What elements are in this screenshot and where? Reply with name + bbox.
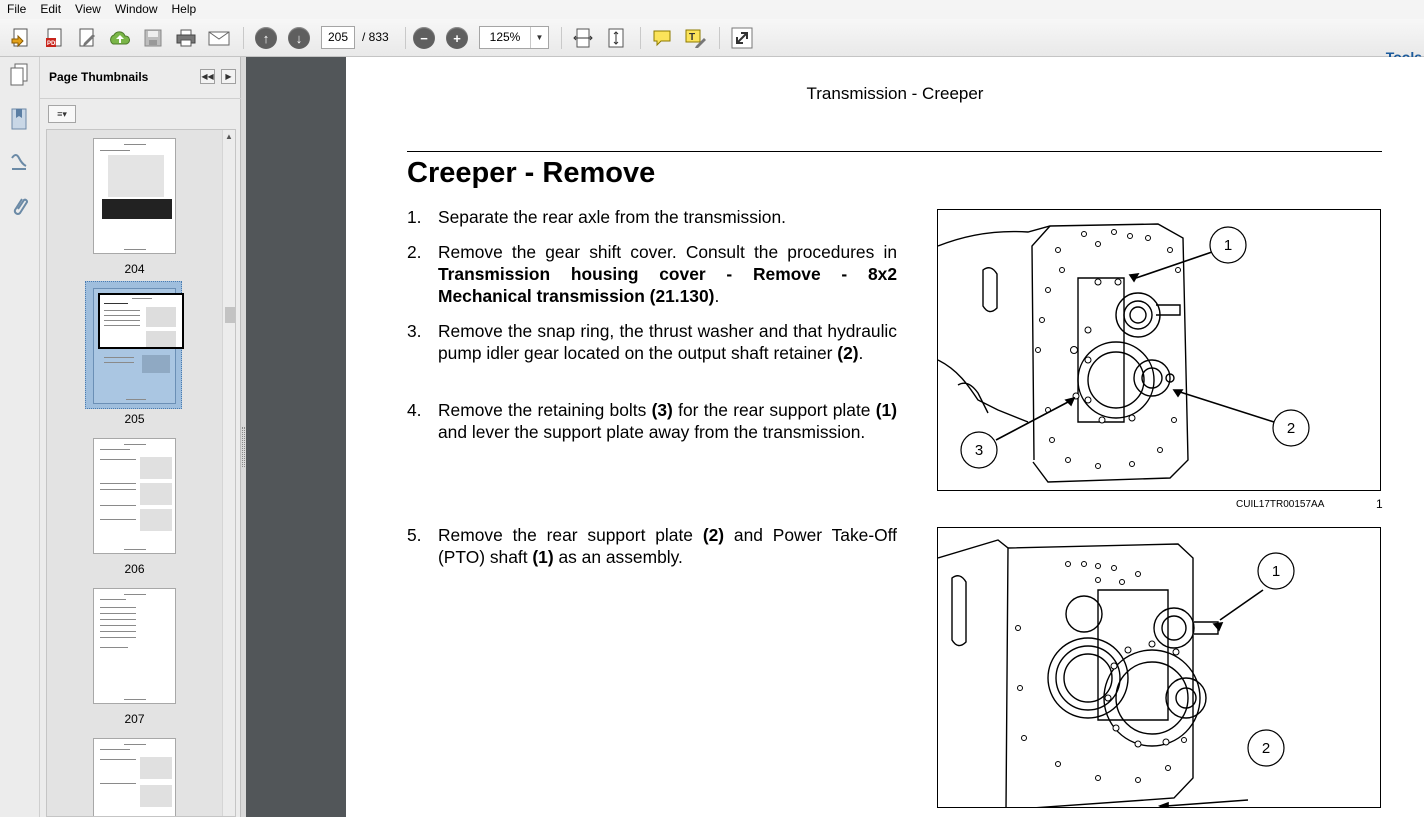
thumbnail-scrollbar[interactable]: [222, 130, 236, 817]
thumb-text-line: [100, 519, 136, 520]
zoom-select[interactable]: [479, 26, 549, 49]
svg-text:T: T: [689, 32, 696, 43]
save-icon[interactable]: [141, 26, 165, 50]
thumb-text-line: [104, 320, 140, 321]
figure-caption-code: CUIL17TR00157AA: [1236, 499, 1325, 510]
zoom-value[interactable]: 125%: [489, 30, 521, 44]
thumb-text-line: [104, 325, 140, 326]
callout-label: 1: [1271, 563, 1281, 580]
thumb-text-line: [100, 459, 136, 460]
page-thumbnail[interactable]: [93, 138, 176, 254]
step-number: 2.: [407, 242, 422, 262]
create-pdf-from-file-icon[interactable]: [42, 26, 66, 50]
comment-icon[interactable]: [650, 26, 674, 50]
highlight-text-icon[interactable]: [683, 26, 707, 50]
page-count: / 833: [362, 30, 389, 44]
thumb-header-line: [132, 298, 152, 299]
signatures-icon[interactable]: [8, 151, 30, 175]
toolbar-separator: [719, 27, 720, 49]
attachments-icon[interactable]: [8, 195, 30, 219]
menu-view[interactable]: View: [75, 2, 101, 16]
page-thumbnail-selected[interactable]: [93, 288, 176, 404]
thumb-footer-line: [124, 549, 146, 550]
fit-page-icon[interactable]: [604, 26, 628, 50]
zoom-in-button[interactable]: [445, 26, 469, 50]
thumbnail-page-label: 204: [124, 262, 145, 276]
figure-number: 1: [1376, 497, 1383, 511]
menu-window[interactable]: Window: [114, 2, 158, 16]
step-text: Remove the snap ring, the thrust washer and that hydraulic pump idler gear located on the output shaft retainer (2).: [438, 321, 897, 363]
thumb-header-line: [124, 144, 146, 145]
thumb-text-line: [100, 625, 136, 626]
thumb-figure: [146, 307, 176, 327]
zoom-out-button[interactable]: [412, 26, 436, 50]
step-number: 3.: [407, 321, 422, 341]
plus-icon: +: [446, 27, 468, 49]
thumb-text-line: [104, 310, 140, 311]
page-thumbnails-icon[interactable]: [8, 63, 30, 87]
thumbnail-page-label: 206: [124, 562, 145, 576]
edit-document-icon[interactable]: [75, 26, 99, 50]
svg-text:PDF: PDF: [47, 41, 59, 47]
thumb-header-line: [124, 444, 146, 445]
splitter-grip[interactable]: [242, 427, 245, 467]
step-text: Remove the gear shift cover. Consult the procedures in Transmission housing cover - Remove - 8x2 Mechanical transmission (21.130).: [438, 242, 897, 306]
toolbar: [0, 19, 1424, 57]
thumb-figure: [146, 331, 176, 347]
scrollbar-thumb[interactable]: [225, 307, 235, 323]
thumb-text-line: [104, 362, 134, 363]
transmission-illustration-1: [938, 210, 1381, 491]
thumb-text-line: [100, 647, 128, 648]
scroll-up-icon[interactable]: ▲: [225, 132, 233, 141]
thumb-text-line: [100, 619, 136, 620]
toolbar-separator: [405, 27, 406, 49]
thumb-title-line: [100, 449, 130, 450]
step-4: [407, 399, 897, 443]
thumb-title-line: [100, 599, 126, 600]
running-header: Transmission - Creeper: [806, 84, 984, 103]
arrow-up-icon: ↑: [255, 27, 277, 49]
step-text: Separate the rear axle from the transmission.: [438, 207, 786, 227]
bookmarks-icon[interactable]: [8, 107, 30, 131]
thumb-text-line: [100, 631, 136, 632]
menu-file[interactable]: File: [7, 2, 27, 16]
thumb-figure: [140, 757, 172, 779]
thumbnail-page-label: 205: [124, 412, 145, 426]
thumb-header-line: [124, 594, 146, 595]
figure-rear-support-plate: [937, 209, 1381, 491]
step-2: [407, 241, 897, 307]
thumb-title-line: [100, 749, 130, 750]
full-screen-icon[interactable]: [730, 26, 754, 50]
menu-bar: [0, 0, 1424, 19]
thumb-text-line: [100, 613, 136, 614]
email-icon[interactable]: [207, 26, 231, 50]
collapse-panel-button[interactable]: ◀◀: [200, 69, 215, 84]
page-number-input[interactable]: 205: [321, 26, 355, 49]
pdf-page: [346, 57, 1424, 817]
step-3: [407, 320, 897, 364]
menu-edit[interactable]: Edit: [40, 2, 62, 16]
arrow-down-icon: ↓: [288, 27, 310, 49]
thumbnail-list[interactable]: [46, 129, 236, 817]
panel-menu-button[interactable]: ▶: [221, 69, 236, 84]
step-5: [407, 524, 897, 568]
next-page-button[interactable]: [287, 26, 311, 50]
thumb-title-line: [100, 150, 130, 151]
callout-label: 2: [1261, 740, 1271, 757]
thumb-text-line: [104, 315, 140, 316]
thumb-text-line: [100, 505, 136, 506]
thumb-viewport-frame: [98, 293, 184, 349]
thumb-text-line: [100, 607, 136, 608]
thumb-text-line: [100, 637, 136, 638]
thumbnail-options-button[interactable]: ≡▾: [48, 105, 76, 123]
thumb-text-line: [104, 357, 134, 358]
menu-help[interactable]: Help: [171, 2, 197, 16]
print-icon[interactable]: [174, 26, 198, 50]
thumb-figure: [140, 509, 172, 531]
thumbnail-page-label: 207: [124, 712, 145, 726]
thumb-text-line: [100, 783, 136, 784]
thumb-header-line: [124, 744, 146, 745]
section-title: Creeper - Remove: [407, 157, 656, 189]
toolbar-separator: [243, 27, 244, 49]
thumb-figure: [140, 457, 172, 479]
minus-icon: −: [413, 27, 435, 49]
thumb-text-line: [100, 489, 136, 490]
upload-cloud-icon[interactable]: [108, 26, 132, 50]
step-number: 1.: [407, 207, 422, 227]
step-text: Remove the retaining bolts (3) for the rear support plate (1) and lever the support plate away from the transmission.: [438, 400, 898, 442]
thumb-figure: [142, 355, 170, 373]
page-thumbnails-panel: [40, 57, 241, 817]
step-number: 5.: [407, 525, 422, 545]
create-pdf-icon[interactable]: [9, 26, 33, 50]
panel-title: Page Thumbnails: [49, 70, 149, 84]
chevron-down-icon[interactable]: ▼: [530, 27, 548, 48]
thumb-table: [102, 199, 172, 219]
step-1: [407, 206, 897, 228]
fit-width-icon[interactable]: [571, 26, 595, 50]
thumb-text-line: [100, 483, 136, 484]
procedure-reference: Transmission housing cover - Remove - 8x2 Mechanical transmission (21.130): [438, 264, 897, 306]
thumb-footer-line: [124, 249, 146, 250]
callout-label: 2: [1286, 420, 1296, 437]
thumb-text-line: [100, 759, 136, 760]
previous-page-button[interactable]: [254, 26, 278, 50]
thumb-title-line: [104, 303, 128, 304]
step-text: Remove the rear support plate (2) and Power Take-Off (PTO) shaft (1) as an assembly.: [438, 525, 898, 567]
page-thumbnail[interactable]: [93, 738, 176, 817]
thumb-footer-line: [124, 699, 146, 700]
toolbar-separator: [640, 27, 641, 49]
toolbar-separator: [561, 27, 562, 49]
panel-header: [40, 57, 241, 99]
callout-label: 1: [1223, 237, 1233, 254]
step-number: 4.: [407, 400, 422, 420]
page-thumbnail[interactable]: [93, 438, 176, 554]
thumb-figure: [140, 785, 172, 807]
navigation-pane-strip: [0, 57, 40, 817]
transmission-illustration-2: [938, 528, 1381, 808]
figure-pto-shaft-assembly: [937, 527, 1381, 808]
thumb-diagram: [108, 155, 164, 197]
page-thumbnail[interactable]: [93, 588, 176, 704]
callout-label: 3: [974, 442, 984, 459]
title-rule: [407, 151, 1382, 152]
document-viewport[interactable]: [246, 57, 1424, 817]
thumb-figure: [140, 483, 172, 505]
thumb-footer-line: [126, 399, 146, 400]
